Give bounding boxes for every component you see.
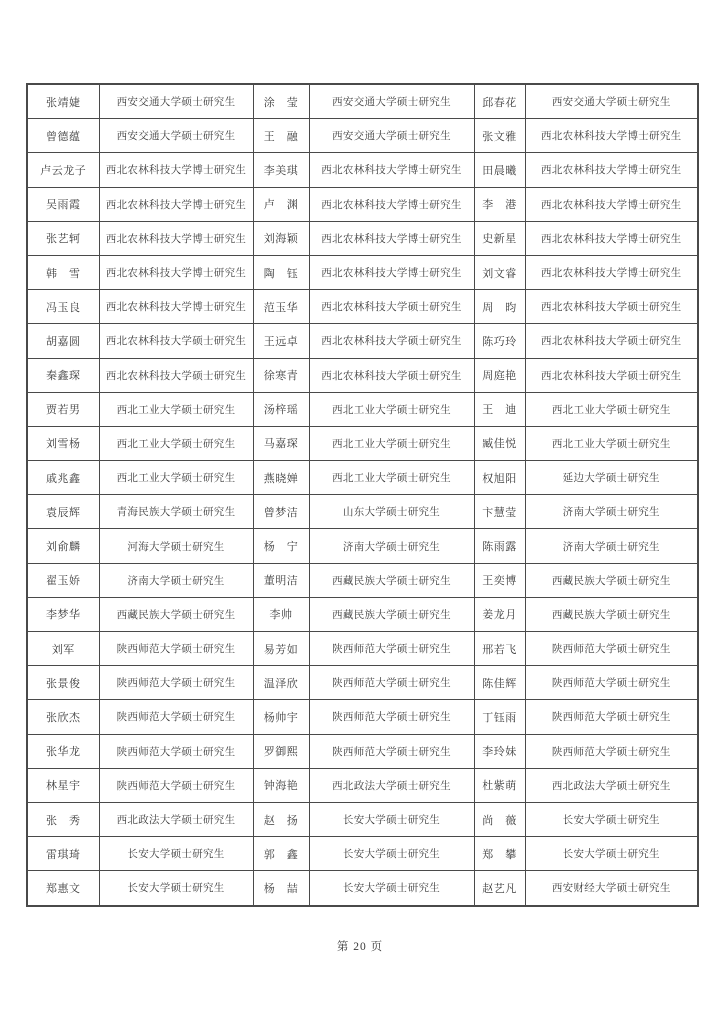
name-cell: 张艺轲 xyxy=(27,221,99,255)
affiliation-cell: 河海大学硕士研究生 xyxy=(99,529,253,563)
affiliation-cell: 西北政法大学硕士研究生 xyxy=(309,768,474,802)
name-cell: 李帅 xyxy=(253,597,309,631)
table-row xyxy=(27,358,698,392)
name-cell: 权旭阳 xyxy=(474,461,525,495)
table-row xyxy=(27,871,698,906)
name-cell: 杨 喆 xyxy=(253,871,309,906)
table-row xyxy=(27,221,698,255)
table-row xyxy=(27,768,698,802)
name-cell: 王 迪 xyxy=(474,392,525,426)
affiliation-cell: 西北工业大学硕士研究生 xyxy=(309,392,474,426)
name-cell: 涂 莹 xyxy=(253,84,309,119)
name-cell: 李美琪 xyxy=(253,153,309,187)
name-cell: 雷琪琦 xyxy=(27,837,99,871)
name-cell: 易芳如 xyxy=(253,632,309,666)
name-cell: 史新星 xyxy=(474,221,525,255)
name-cell: 陈佳辉 xyxy=(474,666,525,700)
table-row xyxy=(27,153,698,187)
affiliation-cell: 陕西师范大学硕士研究生 xyxy=(309,666,474,700)
name-cell: 周庭艳 xyxy=(474,358,525,392)
name-cell: 郑 攀 xyxy=(474,837,525,871)
affiliation-cell: 长安大学硕士研究生 xyxy=(99,871,253,906)
affiliation-cell: 西北工业大学硕士研究生 xyxy=(99,426,253,460)
affiliation-cell: 长安大学硕士研究生 xyxy=(525,837,698,871)
name-cell: 徐寒青 xyxy=(253,358,309,392)
table-row xyxy=(27,802,698,836)
graduate-roster-table xyxy=(26,83,699,907)
name-cell: 曾德蕴 xyxy=(27,119,99,153)
name-cell: 卢 渊 xyxy=(253,187,309,221)
table-row xyxy=(27,187,698,221)
name-cell: 林星宇 xyxy=(27,768,99,802)
name-cell: 赵艺凡 xyxy=(474,871,525,906)
graduate-roster-body xyxy=(27,84,698,906)
page-number-footer: 第 20 页 xyxy=(336,941,384,953)
affiliation-cell: 西藏民族大学硕士研究生 xyxy=(525,563,698,597)
name-cell: 王奕博 xyxy=(474,563,525,597)
affiliation-cell: 西北农林科技大学硕士研究生 xyxy=(525,290,698,324)
name-cell: 臧佳悦 xyxy=(474,426,525,460)
table-row xyxy=(27,529,698,563)
affiliation-cell: 西北工业大学硕士研究生 xyxy=(309,426,474,460)
affiliation-cell: 陕西师范大学硕士研究生 xyxy=(309,700,474,734)
name-cell: 赵 扬 xyxy=(253,802,309,836)
name-cell: 张靖婕 xyxy=(27,84,99,119)
name-cell: 卢云龙子 xyxy=(27,153,99,187)
name-cell: 贾若男 xyxy=(27,392,99,426)
affiliation-cell: 西北农林科技大学博士研究生 xyxy=(99,187,253,221)
affiliation-cell: 西北农林科技大学硕士研究生 xyxy=(309,290,474,324)
affiliation-cell: 西北工业大学硕士研究生 xyxy=(99,392,253,426)
name-cell: 张华龙 xyxy=(27,734,99,768)
name-cell: 董明洁 xyxy=(253,563,309,597)
affiliation-cell: 西藏民族大学硕士研究生 xyxy=(99,597,253,631)
affiliation-cell: 西北工业大学硕士研究生 xyxy=(525,392,698,426)
affiliation-cell: 西北农林科技大学硕士研究生 xyxy=(525,324,698,358)
affiliation-cell: 西北政法大学硕士研究生 xyxy=(525,768,698,802)
name-cell: 丁钰雨 xyxy=(474,700,525,734)
name-cell: 秦鑫琛 xyxy=(27,358,99,392)
affiliation-cell: 济南大学硕士研究生 xyxy=(525,529,698,563)
name-cell: 曾梦洁 xyxy=(253,495,309,529)
name-cell: 李梦华 xyxy=(27,597,99,631)
name-cell: 冯玉良 xyxy=(27,290,99,324)
name-cell: 刘军 xyxy=(27,632,99,666)
affiliation-cell: 长安大学硕士研究生 xyxy=(309,802,474,836)
name-cell: 杜紫萌 xyxy=(474,768,525,802)
name-cell: 刘俞麟 xyxy=(27,529,99,563)
affiliation-cell: 西北农林科技大学博士研究生 xyxy=(525,187,698,221)
affiliation-cell: 西藏民族大学硕士研究生 xyxy=(309,563,474,597)
affiliation-cell: 西北农林科技大学博士研究生 xyxy=(525,119,698,153)
name-cell: 罗御熙 xyxy=(253,734,309,768)
affiliation-cell: 西藏民族大学硕士研究生 xyxy=(525,597,698,631)
table-row xyxy=(27,837,698,871)
name-cell: 刘文睿 xyxy=(474,255,525,289)
name-cell: 王远卓 xyxy=(253,324,309,358)
table-row xyxy=(27,597,698,631)
affiliation-cell: 西安交通大学硕士研究生 xyxy=(309,119,474,153)
affiliation-cell: 西安交通大学硕士研究生 xyxy=(99,119,253,153)
name-cell: 钟海艳 xyxy=(253,768,309,802)
affiliation-cell: 西北农林科技大学硕士研究生 xyxy=(309,358,474,392)
table-row xyxy=(27,734,698,768)
affiliation-cell: 陕西师范大学硕士研究生 xyxy=(99,768,253,802)
affiliation-cell: 陕西师范大学硕士研究生 xyxy=(309,734,474,768)
affiliation-cell: 西北农林科技大学博士研究生 xyxy=(99,255,253,289)
name-cell: 郭 鑫 xyxy=(253,837,309,871)
affiliation-cell: 济南大学硕士研究生 xyxy=(309,529,474,563)
table-row xyxy=(27,461,698,495)
affiliation-cell: 西北农林科技大学博士研究生 xyxy=(99,221,253,255)
affiliation-cell: 长安大学硕士研究生 xyxy=(309,837,474,871)
name-cell: 马嘉琛 xyxy=(253,426,309,460)
table-row xyxy=(27,563,698,597)
affiliation-cell: 西北农林科技大学博士研究生 xyxy=(525,221,698,255)
table-row xyxy=(27,426,698,460)
affiliation-cell: 陕西师范大学硕士研究生 xyxy=(99,700,253,734)
table-row xyxy=(27,632,698,666)
table-row xyxy=(27,495,698,529)
affiliation-cell: 青海民族大学硕士研究生 xyxy=(99,495,253,529)
name-cell: 杨帅宇 xyxy=(253,700,309,734)
affiliation-cell: 西北农林科技大学硕士研究生 xyxy=(525,358,698,392)
name-cell: 周 昀 xyxy=(474,290,525,324)
name-cell: 杨 宁 xyxy=(253,529,309,563)
name-cell: 温泽欣 xyxy=(253,666,309,700)
name-cell: 刘雪杨 xyxy=(27,426,99,460)
affiliation-cell: 西北农林科技大学博士研究生 xyxy=(309,187,474,221)
name-cell: 陈雨露 xyxy=(474,529,525,563)
table-row xyxy=(27,255,698,289)
table-row xyxy=(27,84,698,119)
affiliation-cell: 西北农林科技大学硕士研究生 xyxy=(99,324,253,358)
name-cell: 燕晓婵 xyxy=(253,461,309,495)
affiliation-cell: 陕西师范大学硕士研究生 xyxy=(99,734,253,768)
affiliation-cell: 西安交通大学硕士研究生 xyxy=(525,84,698,119)
affiliation-cell: 长安大学硕士研究生 xyxy=(309,871,474,906)
affiliation-cell: 西北农林科技大学硕士研究生 xyxy=(309,324,474,358)
affiliation-cell: 济南大学硕士研究生 xyxy=(99,563,253,597)
affiliation-cell: 济南大学硕士研究生 xyxy=(525,495,698,529)
name-cell: 刘海颖 xyxy=(253,221,309,255)
affiliation-cell: 西北工业大学硕士研究生 xyxy=(309,461,474,495)
affiliation-cell: 西北农林科技大学博士研究生 xyxy=(309,153,474,187)
affiliation-cell: 西北农林科技大学博士研究生 xyxy=(309,221,474,255)
name-cell: 邱春花 xyxy=(474,84,525,119)
name-cell: 张文雅 xyxy=(474,119,525,153)
affiliation-cell: 西北工业大学硕士研究生 xyxy=(99,461,253,495)
affiliation-cell: 西安财经大学硕士研究生 xyxy=(525,871,698,906)
name-cell: 胡嘉圆 xyxy=(27,324,99,358)
affiliation-cell: 山东大学硕士研究生 xyxy=(309,495,474,529)
name-cell: 范玉华 xyxy=(253,290,309,324)
name-cell: 翟玉娇 xyxy=(27,563,99,597)
affiliation-cell: 西北农林科技大学博士研究生 xyxy=(525,255,698,289)
name-cell: 陈巧玲 xyxy=(474,324,525,358)
affiliation-cell: 西安交通大学硕士研究生 xyxy=(309,84,474,119)
name-cell: 田晨曦 xyxy=(474,153,525,187)
name-cell: 尚 薇 xyxy=(474,802,525,836)
name-cell: 姜龙月 xyxy=(474,597,525,631)
table-row xyxy=(27,324,698,358)
name-cell: 陶 钰 xyxy=(253,255,309,289)
affiliation-cell: 西北政法大学硕士研究生 xyxy=(99,802,253,836)
name-cell: 戚兆鑫 xyxy=(27,461,99,495)
affiliation-cell: 西藏民族大学硕士研究生 xyxy=(309,597,474,631)
name-cell: 郑惠文 xyxy=(27,871,99,906)
name-cell: 李玲妹 xyxy=(474,734,525,768)
affiliation-cell: 长安大学硕士研究生 xyxy=(525,802,698,836)
affiliation-cell: 西安交通大学硕士研究生 xyxy=(99,84,253,119)
affiliation-cell: 西北农林科技大学硕士研究生 xyxy=(99,358,253,392)
affiliation-cell: 陕西师范大学硕士研究生 xyxy=(525,734,698,768)
affiliation-cell: 西北农林科技大学博士研究生 xyxy=(99,290,253,324)
affiliation-cell: 陕西师范大学硕士研究生 xyxy=(525,666,698,700)
name-cell: 王 融 xyxy=(253,119,309,153)
affiliation-cell: 陕西师范大学硕士研究生 xyxy=(525,700,698,734)
affiliation-cell: 西北工业大学硕士研究生 xyxy=(525,426,698,460)
name-cell: 张欣杰 xyxy=(27,700,99,734)
name-cell: 张 秀 xyxy=(27,802,99,836)
affiliation-cell: 西北农林科技大学博士研究生 xyxy=(309,255,474,289)
affiliation-cell: 长安大学硕士研究生 xyxy=(99,837,253,871)
affiliation-cell: 延边大学硕士研究生 xyxy=(525,461,698,495)
table-row xyxy=(27,290,698,324)
table-row xyxy=(27,392,698,426)
affiliation-cell: 陕西师范大学硕士研究生 xyxy=(99,666,253,700)
table-row xyxy=(27,119,698,153)
name-cell: 卞慧莹 xyxy=(474,495,525,529)
name-cell: 韩 雪 xyxy=(27,255,99,289)
affiliation-cell: 陕西师范大学硕士研究生 xyxy=(99,632,253,666)
name-cell: 吴雨霞 xyxy=(27,187,99,221)
table-row xyxy=(27,700,698,734)
affiliation-cell: 陕西师范大学硕士研究生 xyxy=(309,632,474,666)
name-cell: 邢若飞 xyxy=(474,632,525,666)
affiliation-cell: 西北农林科技大学博士研究生 xyxy=(525,153,698,187)
affiliation-cell: 陕西师范大学硕士研究生 xyxy=(525,632,698,666)
name-cell: 张景俊 xyxy=(27,666,99,700)
table-row xyxy=(27,666,698,700)
name-cell: 李 港 xyxy=(474,187,525,221)
affiliation-cell: 西北农林科技大学博士研究生 xyxy=(99,153,253,187)
name-cell: 袁辰辉 xyxy=(27,495,99,529)
name-cell: 汤梓瑶 xyxy=(253,392,309,426)
